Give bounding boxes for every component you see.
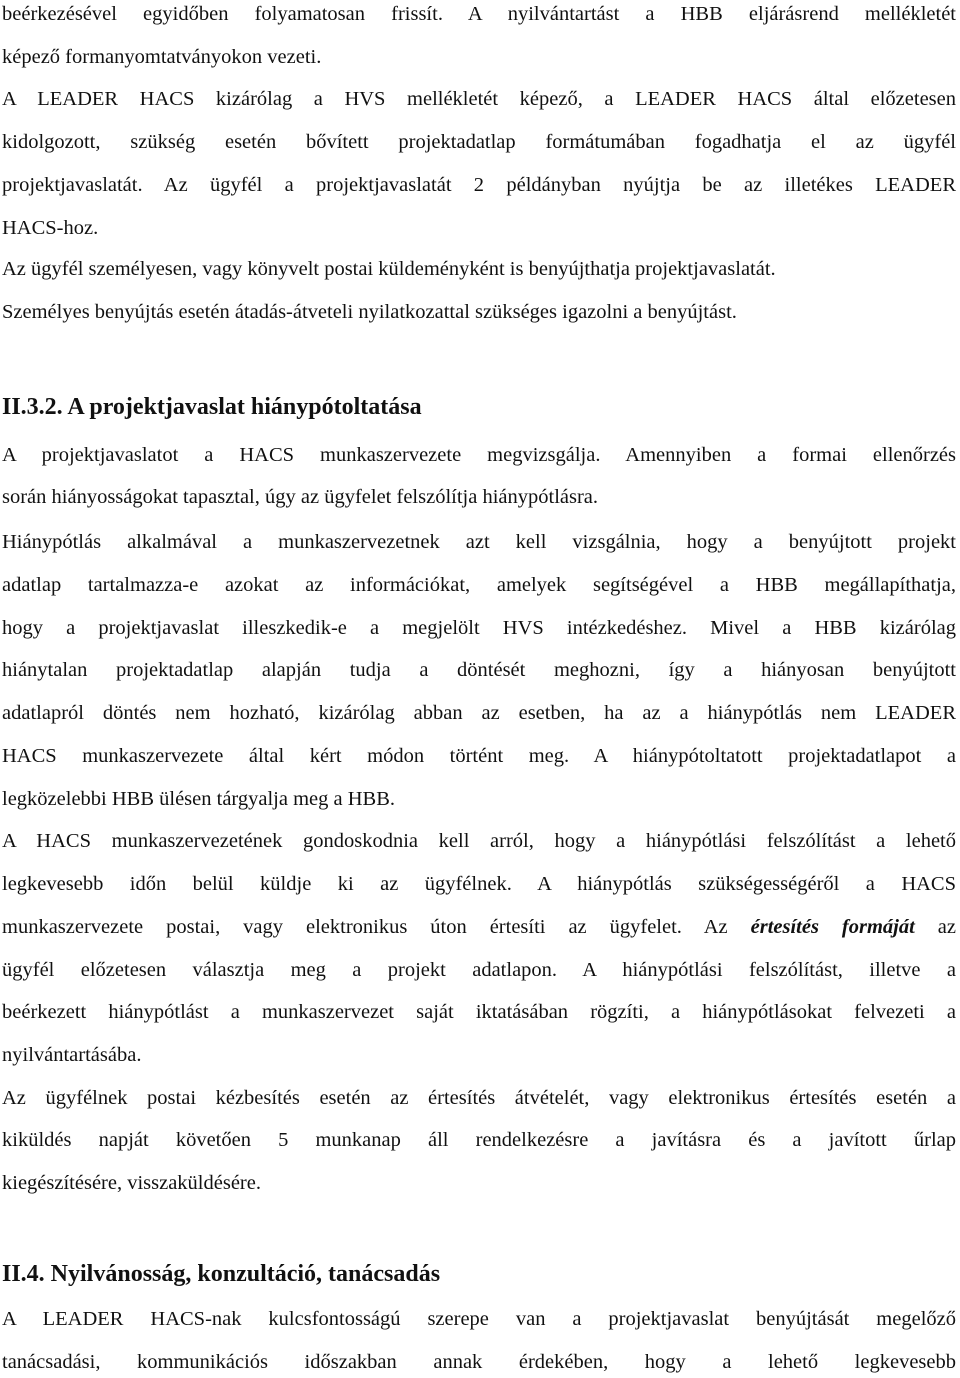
- body-line: adatlap tartalmazza-e azokat az információkat, amelyek segítségével a HBB megállapíthatja,: [2, 574, 956, 596]
- body-line: adatlapról döntés nem hozható, kizárólag abban az esetben, ha az a hiánypótlás nem LEADER: [2, 702, 956, 724]
- body-line: kiküldés napját követően 5 munkanap áll rendelkezésre a javításra és a javított űrlap: [2, 1129, 956, 1151]
- body-line: során hiányosságokat tapasztal, úgy az ügyfelet felszólítja hiánypótlásra.: [2, 486, 599, 508]
- body-line: Az ügyfél személyesen, vagy könyvelt postai küldeményként is benyújthatja projektjavaslatát.: [2, 258, 776, 280]
- line-text: az: [914, 916, 956, 938]
- body-line: projektjavaslatát. Az ügyfél a projektjavaslatát 2 példányban nyújtja be az illetékes LEADER: [2, 174, 956, 196]
- body-line-emphasis: [2, 917, 956, 938]
- body-line: HACS munkaszervezete által kért módon történt meg. A hiánypótoltatott projektadatlapot a: [2, 745, 956, 767]
- body-line: tanácsadási, kommunikációs időszakban annak érdekében, hogy a lehető legkevesebb: [2, 1351, 956, 1373]
- body-line: Az ügyfélnek postai kézbesítés esetén az értesítés átvételét, vagy elektronikus értesítés esetén a: [2, 1087, 956, 1109]
- body-line: HACS-hoz.: [2, 217, 99, 239]
- body-line: kiegészítésére, visszaküldésére.: [2, 1172, 261, 1194]
- body-line: hogy a projektjavaslat illeszkedik-e a megjelölt HVS intézkedéshez. Mivel a HBB kizárólag: [2, 617, 956, 639]
- line-text: munkaszervezete postai, vagy elektronikus úton értesíti az ügyfelet. Az: [2, 916, 751, 938]
- body-line: A projektjavaslatot a HACS munkaszervezete megvizsgálja. Amennyiben a formai ellenőrzés: [2, 444, 956, 466]
- body-line: beérkezett hiánypótlást a munkaszervezet saját iktatásában rögzíti, a hiánypótlásokat felvezeti a: [2, 1001, 956, 1023]
- body-line: képező formanyomtatványokon vezeti.: [2, 46, 322, 68]
- body-line: hiánytalan projektadatlap alapján tudja a döntését meghozni, így a hiányosan benyújtott: [2, 659, 956, 681]
- body-line: kidolgozott, szükség esetén bővített projektadatlap formátumában fogadhatja el az ügyfél: [2, 131, 956, 153]
- body-line: A LEADER HACS kizárólag a HVS mellékletét képező, a LEADER HACS által előzetesen: [2, 88, 956, 110]
- body-line: A LEADER HACS-nak kulcsfontosságú szerepe van a projektjavaslat benyújtását megelőző: [2, 1308, 956, 1330]
- section-heading: II.3.2. A projektjavaslat hiánypótoltatása: [2, 394, 422, 420]
- section-heading: II.4. Nyilvánosság, konzultáció, tanácsadás: [2, 1261, 441, 1287]
- body-line: beérkezésével egyidőben folyamatosan frissít. A nyilvántartást a HBB eljárásrend mellékletét: [2, 3, 956, 25]
- body-line: Személyes benyújtás esetén átadás-átveteli nyilatkozattal szükséges igazolni a benyújtást.: [2, 301, 737, 323]
- body-line: ügyfél előzetesen választja meg a projekt adatlapon. A hiánypótlási felszólítást, illetve a: [2, 959, 956, 981]
- body-line: legkevesebb időn belül küldje ki az ügyfélnek. A hiánypótlás szükségességéről a HACS: [2, 873, 956, 895]
- emphasized-text: értesítés formáját: [750, 916, 915, 938]
- body-line: legközelebbi HBB ülésen tárgyalja meg a HBB.: [2, 788, 396, 810]
- body-line: Hiánypótlás alkalmával a munkaszervezetnek azt kell vizsgálnia, hogy a benyújtott projekt: [2, 531, 956, 553]
- body-line: A HACS munkaszervezetének gondoskodnia kell arról, hogy a hiánypótlási felszólítást a lehető: [2, 830, 956, 852]
- body-line: nyilvántartásába.: [2, 1044, 142, 1066]
